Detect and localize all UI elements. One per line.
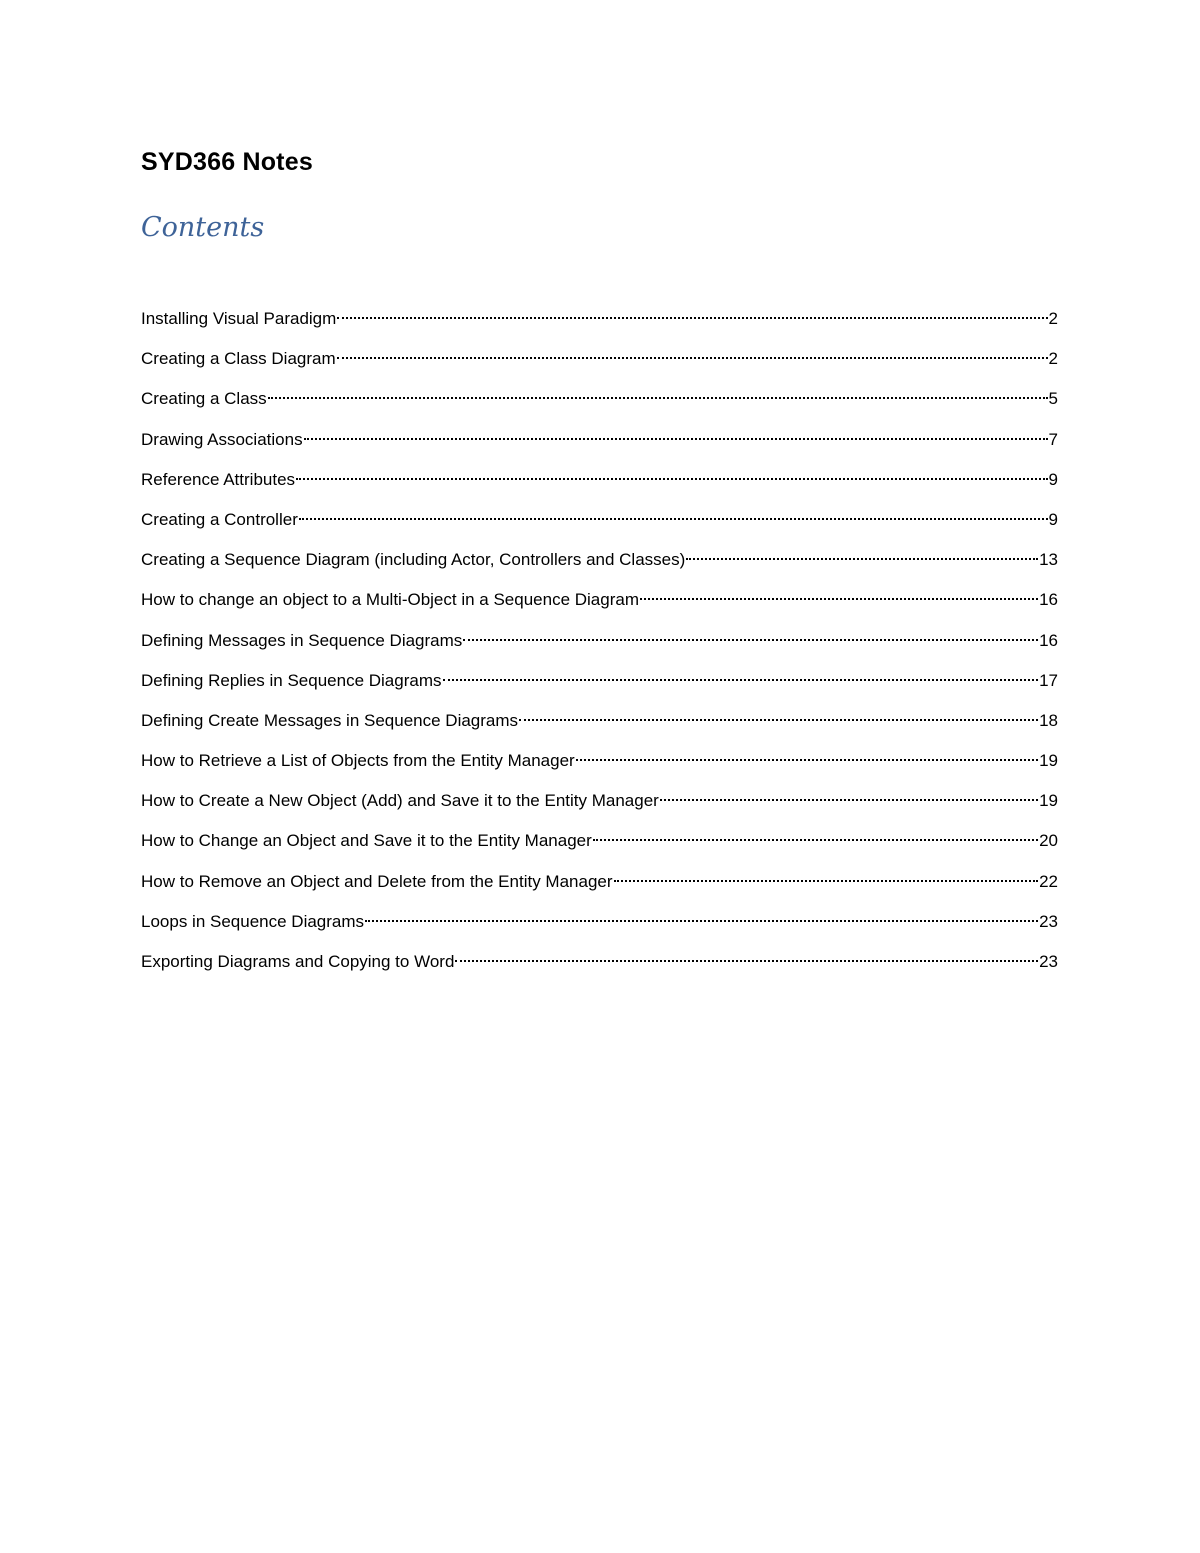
toc-entry-page: 19 (1039, 751, 1058, 771)
toc-entry-page: 18 (1039, 710, 1058, 730)
toc-entry-page: 16 (1039, 590, 1058, 610)
toc-entry-label: How to Retrieve a List of Objects from the Entity Manager (141, 751, 575, 771)
toc-entry[interactable] (141, 943, 1058, 983)
toc-entry-page: 13 (1039, 550, 1058, 570)
toc-entry-page: 7 (1048, 429, 1058, 449)
toc-entry[interactable] (141, 822, 1058, 862)
toc-entry[interactable] (141, 421, 1058, 461)
toc-dot-leader (443, 662, 1039, 686)
toc-entry-page: 9 (1048, 509, 1058, 529)
toc-entry-page: 22 (1039, 871, 1058, 891)
toc-entry[interactable] (141, 340, 1058, 380)
toc-entry-label: How to change an object to a Multi-Object in a Sequence Diagram (141, 590, 639, 610)
toc-dot-leader (296, 461, 1048, 485)
toc-entry[interactable] (141, 581, 1058, 621)
toc-entry-label: Creating a Sequence Diagram (including Actor, Controllers and Classes) (141, 550, 686, 570)
toc-dot-leader (455, 943, 1038, 967)
toc-entry[interactable] (141, 541, 1058, 581)
toc-entry-label: Defining Create Messages in Sequence Diagrams (141, 710, 519, 730)
toc-entry[interactable] (141, 702, 1058, 742)
toc-dot-leader (576, 742, 1038, 766)
toc-entry-page: 23 (1039, 911, 1058, 931)
toc-entry-label: Creating a Controller (141, 509, 298, 529)
toc-entry-label: How to Remove an Object and Delete from the Entity Manager (141, 871, 613, 891)
toc-heading: Contents (141, 212, 265, 243)
toc-dot-leader (660, 782, 1038, 806)
toc-entry-label: Defining Replies in Sequence Diagrams (141, 670, 442, 690)
toc-entry-page: 23 (1039, 952, 1058, 971)
toc-entry-page: 2 (1048, 309, 1058, 328)
toc-dot-leader (365, 903, 1038, 927)
toc-entry-label: Loops in Sequence Diagrams (141, 911, 365, 931)
toc-dot-leader (593, 822, 1038, 846)
toc-entry-label: Reference Attributes (141, 469, 296, 489)
toc-entry[interactable] (141, 300, 1058, 340)
toc-dot-leader (337, 340, 1048, 364)
toc-entry[interactable] (141, 742, 1058, 782)
toc-entry[interactable] (141, 380, 1058, 420)
toc-entry-label: Defining Messages in Sequence Diagrams (141, 630, 463, 650)
toc-entry-page: 17 (1039, 670, 1058, 690)
toc-dot-leader (614, 863, 1039, 887)
toc-dot-leader (686, 541, 1038, 565)
toc-dot-leader (299, 501, 1048, 525)
table-of-contents (141, 300, 1058, 983)
toc-entry-label: Installing Visual Paradigm (141, 309, 337, 328)
toc-entry-page: 20 (1039, 831, 1058, 851)
toc-entry[interactable] (141, 782, 1058, 822)
toc-dot-leader (640, 581, 1038, 605)
toc-entry-label: Creating a Class (141, 389, 267, 409)
toc-entry[interactable] (141, 501, 1058, 541)
toc-entry-label: Drawing Associations (141, 429, 303, 449)
toc-entry-page: 2 (1048, 349, 1058, 369)
toc-dot-leader (268, 380, 1048, 404)
toc-entry[interactable] (141, 903, 1058, 943)
toc-entry-page: 16 (1039, 630, 1058, 650)
document-title: SYD366 Notes (141, 148, 313, 176)
toc-dot-leader (463, 622, 1038, 646)
toc-entry-page: 5 (1048, 389, 1058, 409)
toc-dot-leader (337, 300, 1047, 324)
toc-entry-label: Creating a Class Diagram (141, 349, 336, 369)
toc-entry-label: How to Create a New Object (Add) and Save it to the Entity Manager (141, 791, 659, 811)
toc-entry[interactable] (141, 461, 1058, 501)
toc-entry-label: Exporting Diagrams and Copying to Word (141, 952, 455, 971)
toc-entry-page: 9 (1048, 469, 1058, 489)
toc-entry[interactable] (141, 662, 1058, 702)
toc-dot-leader (519, 702, 1038, 726)
toc-entry-label: How to Change an Object and Save it to the Entity Manager (141, 831, 592, 851)
toc-entry[interactable] (141, 863, 1058, 903)
toc-dot-leader (304, 421, 1048, 445)
toc-entry[interactable] (141, 622, 1058, 662)
toc-entry-page: 19 (1039, 791, 1058, 811)
